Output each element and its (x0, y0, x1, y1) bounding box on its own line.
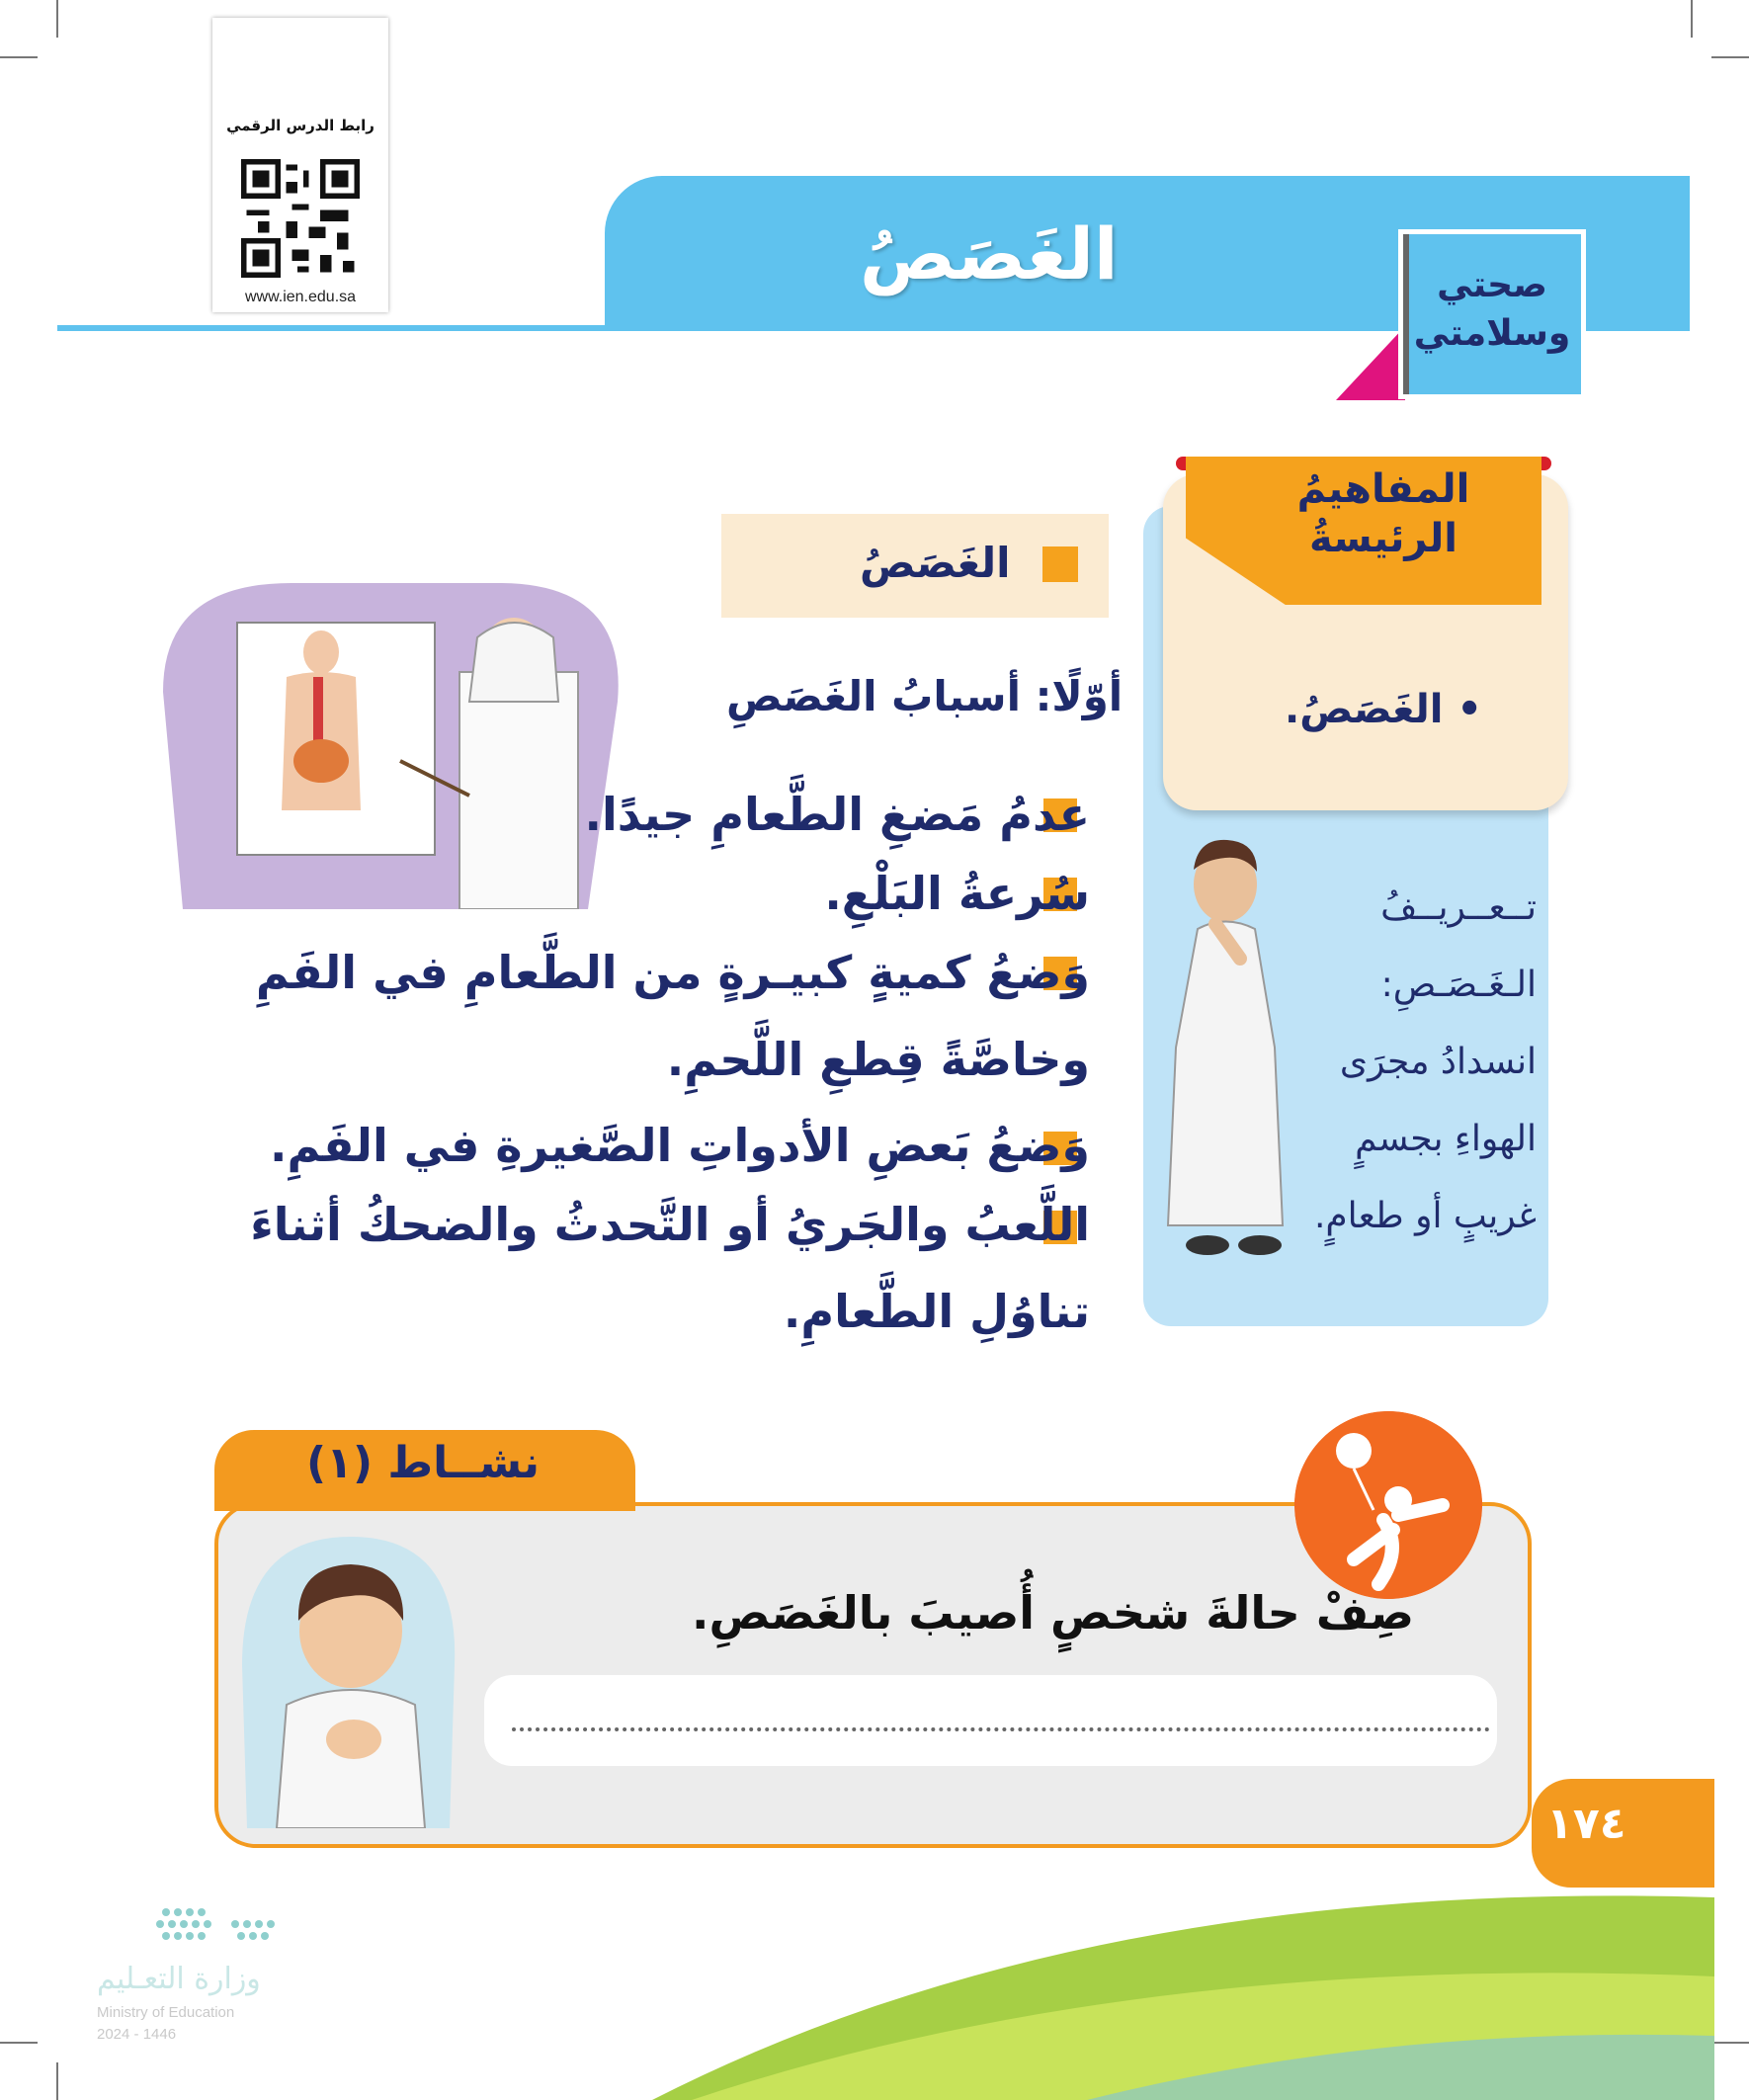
unit-label: صحتي وسلامتي (1413, 265, 1571, 354)
edition-year: 2024 - 1446 (97, 2026, 177, 2043)
ministry-name-ar: وزارة التعـليم (97, 1962, 261, 1996)
doctor-illustration (163, 583, 627, 909)
definition-line: الهواءِ بجسمٍ (1355, 1119, 1537, 1159)
cause-item: اللَّعبُ والجَريُ أو التَّحدثُ والضحكُ أثناءَ تناوُلِ الطَّعامِ. (250, 1198, 1090, 1338)
crop-mark (1691, 0, 1693, 38)
qr-code-icon[interactable] (241, 159, 360, 278)
crop-mark (56, 2062, 58, 2100)
cause-item: وَضعُ كميةٍ كبيـرةٍ من الطَّعامِ في الفَمِ وخاصَّةً قِطعِ اللَّحمِ. (255, 946, 1090, 1086)
crop-mark (1711, 2042, 1749, 2044)
definition-line: الـغَـصَـصِ: (1380, 965, 1537, 1005)
answer-dotted-line[interactable] (512, 1702, 1490, 1731)
choking-boy-illustration (237, 1537, 464, 1828)
section-title: الغَصَصُ (860, 539, 1011, 587)
ministry-name-en: Ministry of Education (97, 2004, 235, 2021)
qr-url[interactable]: www.ien.edu.sa (244, 289, 357, 305)
unit-tag-fold (1336, 326, 1405, 400)
crop-mark (1711, 56, 1749, 58)
section-square-icon (1042, 546, 1078, 582)
crop-mark (0, 2042, 38, 2044)
activity-prompt: صِفْ حالةَ شخصٍ أُصيبَ بالغَصَصِ. (692, 1586, 1415, 1639)
definition-line: انسدادُ مجرَى (1339, 1042, 1537, 1082)
cause-item: وَضعُ بَعضِ الأدواتِ الصَّغيرةِ في الفَمِ. (270, 1119, 1090, 1172)
concept-item: • الغَصَصُ. (1285, 687, 1482, 732)
causes-heading: أوّلًا: أسبابُ الغَصَصِ (726, 672, 1124, 720)
choking-man-illustration (1146, 830, 1304, 1265)
qr-title: رابط الدرس الرقمي (226, 117, 375, 134)
lesson-title: الغَصَصُ (860, 212, 1119, 295)
definition-text (1285, 870, 1537, 1255)
crop-mark (1691, 2062, 1693, 2100)
crop-mark (0, 56, 38, 58)
cause-item: سُرعةُ البَلْعِ. (824, 867, 1090, 920)
activity-balloon-icon (1294, 1411, 1482, 1599)
cause-item: عدمُ مَضغِ الطَّعامِ جيدًا. (584, 788, 1090, 841)
ministry-logo-icon (97, 1902, 324, 1962)
definition-line: غريبٍ أو طعامٍ. (1313, 1196, 1537, 1236)
qr-card[interactable] (212, 18, 388, 312)
crop-mark (56, 0, 58, 38)
activity-title: نشــاط (١) (306, 1438, 540, 1488)
concept-heading: المفاهيمُ الرئيسةُ (1296, 466, 1470, 561)
page-number: ١٧٤ (1546, 1799, 1626, 1849)
definition-line: تــعــريــفُ (1380, 887, 1537, 928)
